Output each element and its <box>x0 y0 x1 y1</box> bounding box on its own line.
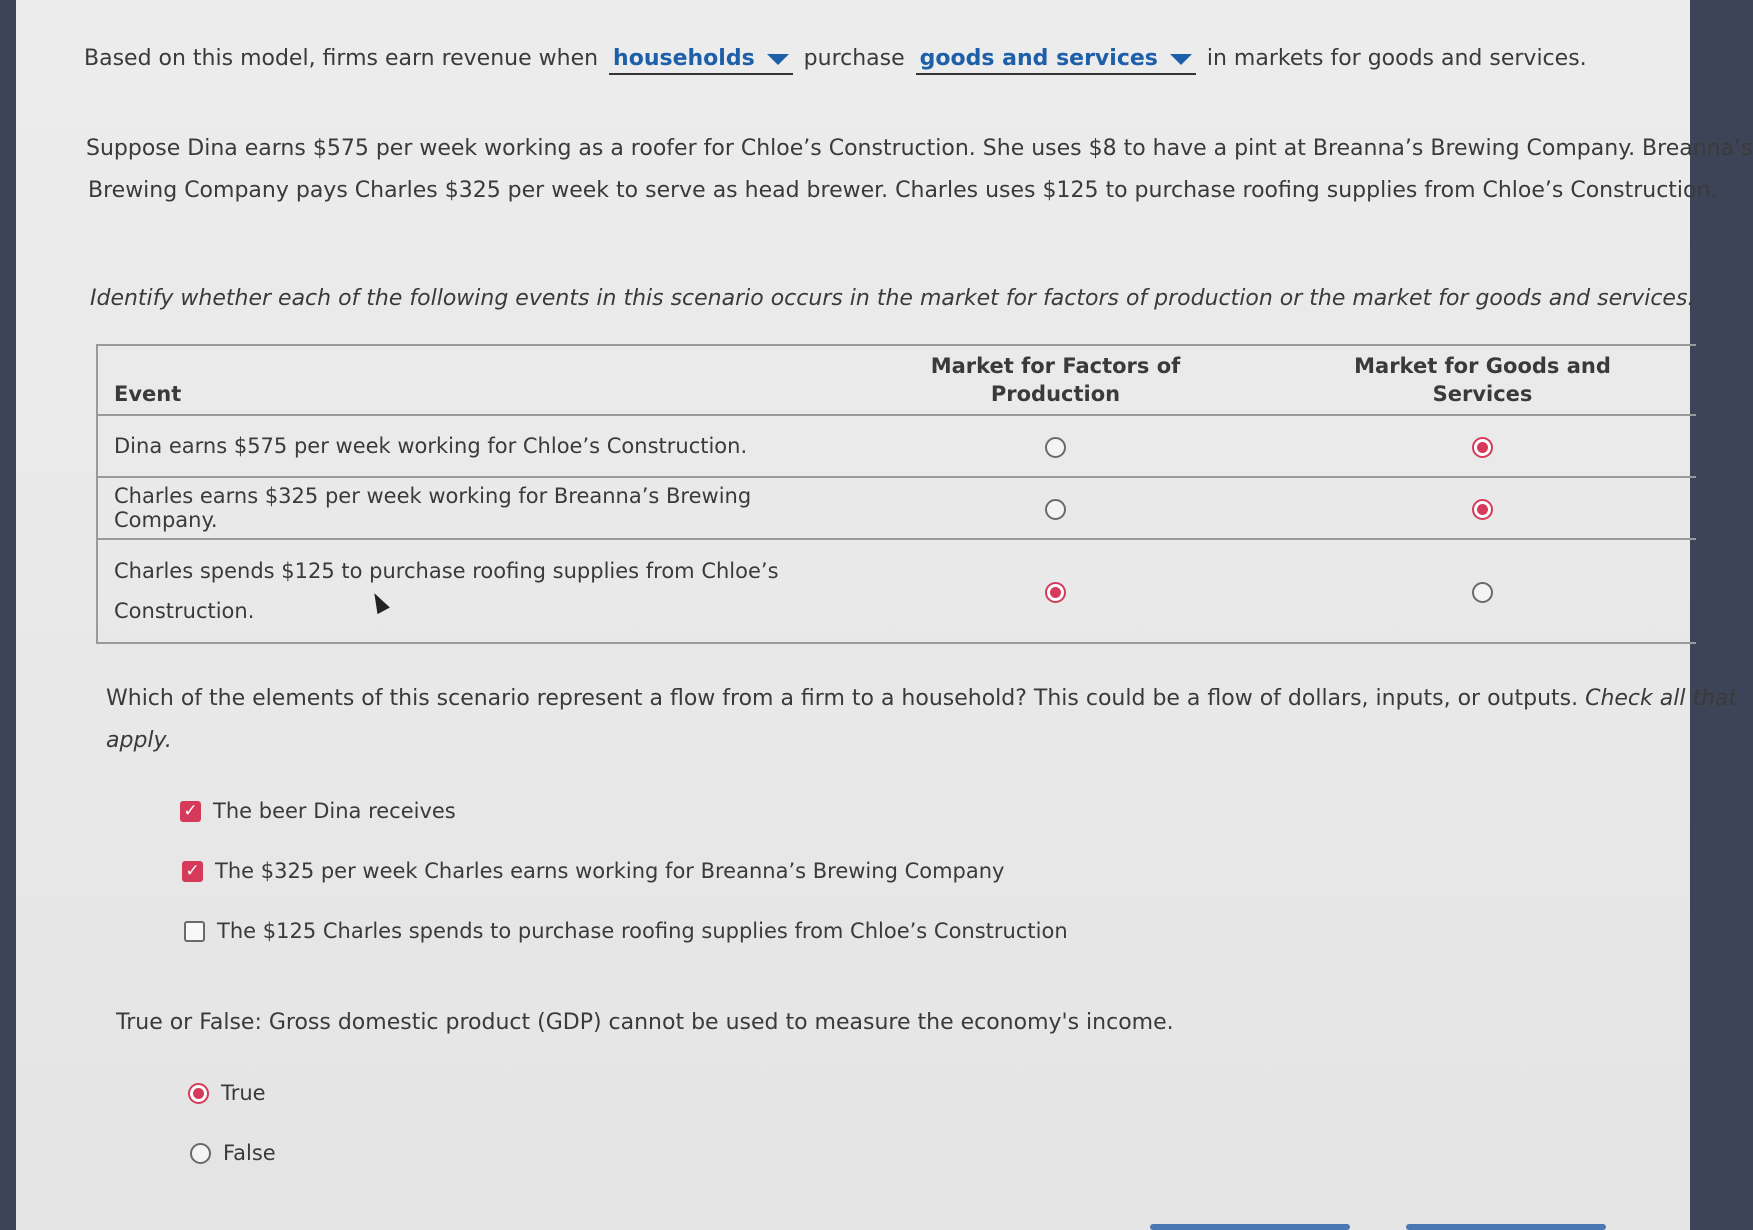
radio-false[interactable] <box>190 1143 211 1164</box>
radio-factors[interactable] <box>1045 582 1066 603</box>
scenario-line-1: Suppose Dina earns $575 per week working as a roofer for Chloe’s Construction. She uses $8 to have a pint at Breanna’s Brewing Company. Breanna’s <box>86 136 1753 161</box>
intro-suffix: in markets for goods and services. <box>1206 46 1587 71</box>
intro-middle: purchase <box>803 46 905 71</box>
radio-factors[interactable] <box>1045 437 1066 458</box>
dropdown-value: households <box>613 46 755 71</box>
radio-goods[interactable] <box>1472 582 1493 603</box>
question-page <box>16 0 1753 1230</box>
checkbox-checked[interactable]: ✓ <box>182 861 203 882</box>
radio-factors[interactable] <box>1045 499 1066 520</box>
checkbox-label: The $325 per week Charles earns working for Breanna’s Brewing Company <box>215 859 1005 883</box>
question-gdp: True or False: Gross domestic product (GDP) cannot be used to measure the economy's income. <box>116 1010 1174 1035</box>
column-header-goods: Market for Goods and Services <box>1269 345 1696 415</box>
table-header-row <box>97 345 1696 415</box>
radio-true[interactable] <box>188 1083 209 1104</box>
radio-label: False <box>223 1141 276 1165</box>
checkbox-option[interactable] <box>180 798 456 823</box>
scenario-line-2: Brewing Company pays Charles $325 per week to serve as head brewer. Charles uses $125 to purchase roofing supplies from Chloe’s Construction. <box>88 178 1718 203</box>
footer-button-edge <box>1150 1224 1350 1230</box>
column-header-event: Event <box>97 345 842 415</box>
intro-prefix: Based on this model, firms earn revenue when <box>84 46 599 71</box>
radio-label: True <box>221 1081 266 1105</box>
market-classification-table <box>96 344 1696 644</box>
question-flow-line-2: apply. <box>106 728 172 753</box>
checkbox-unchecked[interactable] <box>184 921 205 942</box>
chevron-down-icon <box>767 54 789 65</box>
intro-sentence <box>84 42 1587 76</box>
radio-goods[interactable] <box>1472 499 1493 520</box>
households-dropdown[interactable] <box>609 45 793 75</box>
footer-button-edge <box>1406 1224 1606 1230</box>
table-row <box>97 477 1696 539</box>
radio-option-false[interactable] <box>190 1140 276 1165</box>
event-cell: Dina earns $575 per week working for Chloe’s Construction. <box>97 415 842 477</box>
question-flow: Which of the elements of this scenario represent a flow from a firm to a household? This could be a flow of dollars, inputs, or outputs. Check all that <box>106 686 1738 711</box>
checkbox-option[interactable] <box>184 918 1068 943</box>
chevron-down-icon <box>1170 54 1192 65</box>
checkbox-label: The $125 Charles spends to purchase roofing supplies from Chloe’s Construction <box>217 919 1068 943</box>
radio-goods[interactable] <box>1472 437 1493 458</box>
event-cell: Charles spends $125 to purchase roofing supplies from Chloe’s Construction. <box>97 539 842 643</box>
column-header-factors: Market for Factors of Production <box>842 345 1269 415</box>
radio-option-true[interactable] <box>188 1080 266 1105</box>
checkbox-checked[interactable]: ✓ <box>180 801 201 822</box>
goods-dropdown[interactable] <box>916 45 1196 75</box>
table-row <box>97 415 1696 477</box>
table-row <box>97 539 1696 643</box>
checkbox-label: The beer Dina receives <box>213 799 456 823</box>
event-cell: Charles earns $325 per week working for Breanna’s Brewing Company. <box>97 477 842 539</box>
question-markets: Identify whether each of the following events in this scenario occurs in the market for factors of production or the market for goods and services. <box>90 286 1695 311</box>
checkbox-option[interactable] <box>182 858 1004 883</box>
dropdown-value: goods and services <box>919 46 1158 71</box>
